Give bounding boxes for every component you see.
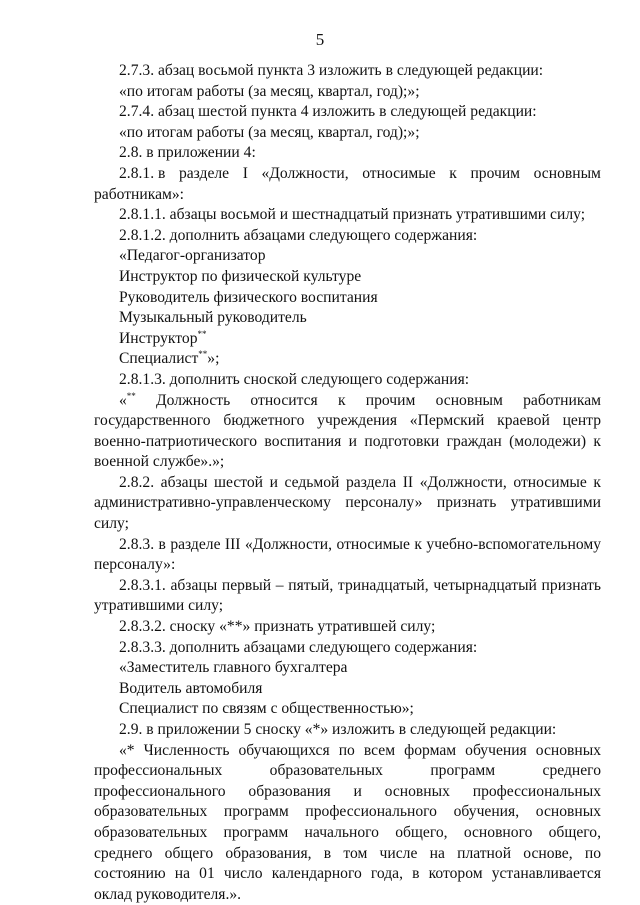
paragraph-2-8-3-2: 2.8.3.2. сноску «**» признать утратившей силу; bbox=[119, 618, 436, 636]
position-specialist-label: Специалист bbox=[119, 350, 199, 368]
position-list-item: Инструктор по физической культуре bbox=[119, 267, 362, 285]
paragraph-2-7-3: 2.7.3. абзац восьмой пункта 3 изложить в следующей редакции: bbox=[119, 62, 544, 79]
paragraph-2-8-1-3: 2.8.1.3. дополнить сноской следующего содержания: bbox=[119, 370, 470, 388]
footnote-text-block bbox=[94, 391, 601, 473]
paragraph-2-7-4: 2.7.4. абзац шестой пункта 4 изложить в следующей редакции: bbox=[119, 103, 537, 121]
paragraph-2-7-4-text: «по итогам работы (за месяц, квартал, год);»; bbox=[119, 123, 420, 141]
paragraph-2-8-1-continuation: работникам»: bbox=[94, 185, 185, 203]
footnote-mark: ** bbox=[198, 349, 208, 360]
paragraph-2-7-3-text: «по итогам работы (за месяц, квартал, год);»; bbox=[119, 82, 420, 100]
word: прочим bbox=[470, 164, 521, 182]
position-list-item: Специалист по связям с общественностью»; bbox=[119, 700, 414, 718]
paragraph-2-8-3: 2.8.3. в разделе III «Должности, относимые к учебно-вспомогательному персоналу»: bbox=[94, 535, 601, 574]
position-list-item: Водитель автомобиля bbox=[119, 679, 263, 697]
position-instructor-label: Инструктор bbox=[119, 329, 198, 347]
paragraph-2-8-2: 2.8.2. абзацы шестой и седьмой раздела II «Должности, относимые к административно-управленческому персоналу» признать утратившими силу; bbox=[94, 473, 601, 533]
position-specialist bbox=[94, 349, 601, 370]
word: к bbox=[449, 164, 457, 182]
position-list-item: «Заместитель главного бухгалтера bbox=[119, 659, 348, 677]
position-specialist-end: »; bbox=[207, 350, 220, 368]
paragraph-2-8-1-1: 2.8.1.1. абзацы восьмой и шестнадцатый признать утратившими силу; bbox=[119, 206, 586, 224]
paragraph-2-8: 2.8. в приложении 4: bbox=[119, 144, 256, 162]
footnote-open-quote: « bbox=[119, 391, 127, 409]
word: относимые bbox=[362, 164, 436, 182]
position-list-item: Руководитель физического воспитания bbox=[119, 288, 378, 306]
paragraph-2-9: 2.9. в приложении 5 сноску «*» изложить в следующей редакции: bbox=[119, 721, 557, 738]
word: разделе bbox=[178, 164, 230, 182]
page-number: 5 bbox=[315, 30, 325, 49]
word: основным bbox=[533, 164, 601, 182]
paragraph-2-8-1-2: 2.8.1.2. дополнить абзацами следующего содержания: bbox=[119, 226, 478, 244]
document-body bbox=[94, 61, 601, 905]
position-list-item: «Педагог-организатор bbox=[119, 247, 266, 265]
footnote-mark: ** bbox=[126, 390, 136, 401]
word: «Должности, bbox=[261, 164, 349, 182]
position-instructor bbox=[94, 329, 601, 350]
footnote-text: Должность относится к прочим основным работникам государственного бюджетного учреждения «Пермский краевой центр военно-патриотического воспитания и подготовки граждан (молодежи) к военной службе».»; bbox=[94, 391, 601, 471]
paragraph-2-8-3-1: 2.8.3.1. абзацы первый – пятый, тринадцатый, четырнадцатый признать утратившими силу; bbox=[94, 576, 601, 615]
position-list-item: Музыкальный руководитель bbox=[119, 309, 307, 327]
paragraph-2-9-text: «* Численность обучающихся по всем формам обучения основных профессиональных образовательных программ среднего профессионального образования и основных профессиональных образовательных программ профессионального обучения, основных образовательных программ начального общего, основного общего, среднего общего образования, в том числе на платной основе, по состоянию на 01 число календарного года, в котором устанавливается оклад руководителя.». bbox=[94, 741, 601, 903]
word: I bbox=[242, 164, 248, 182]
paragraph-2-8-3-3: 2.8.3.3. дополнить абзацами следующего содержания: bbox=[119, 638, 478, 656]
footnote-mark: ** bbox=[197, 328, 207, 339]
paragraph-2-8-1-first-line bbox=[94, 164, 601, 185]
word: 2.8.1. в bbox=[119, 164, 166, 182]
